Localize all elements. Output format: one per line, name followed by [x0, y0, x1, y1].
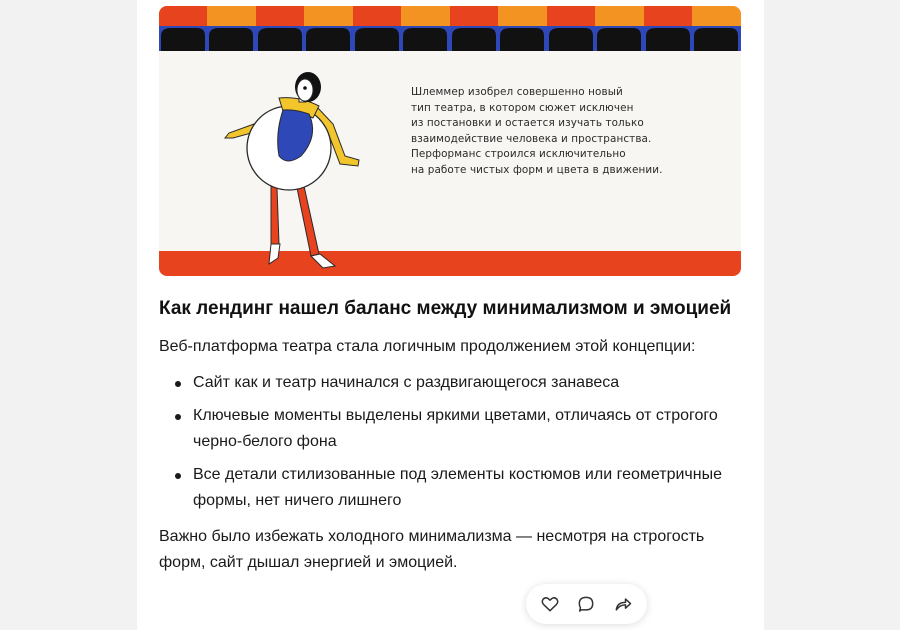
- list-item: Сайт как и театр начинался с раздвигающегося занавеса: [159, 370, 749, 396]
- banner-caption-line: Перформанс строился исключительно: [411, 148, 626, 161]
- comment-button[interactable]: [572, 590, 600, 618]
- intro-paragraph: Веб-платформа театра стала логичным продолжением этой концепции:: [159, 338, 696, 355]
- bullet-list: [159, 370, 749, 514]
- list-item: Все детали стилизованные под элементы костюмов или геометричные формы, нет ничего лишнего: [159, 462, 749, 514]
- share-button[interactable]: [609, 590, 637, 618]
- article-banner-illustration: [159, 6, 741, 276]
- banner-caption-line: Шлеммер изобрел совершенно новый: [411, 86, 623, 98]
- banner-caption-line: на работе чистых форм и цвета в движении.: [411, 163, 663, 176]
- article-body: [159, 294, 749, 576]
- banner-caption-line: тип театра, в котором сюжет исключен: [411, 101, 634, 114]
- share-icon: [613, 594, 633, 614]
- outro-paragraph: Важно было избежать холодного минимализма — несмотря на строгость форм, сайт дышал энергией и эмоцией.: [159, 528, 705, 571]
- list-item: Ключевые моменты выделены яркими цветами, отличаясь от строгого черно-белого фона: [159, 403, 749, 455]
- like-button[interactable]: [536, 590, 564, 618]
- banner-caption-line: взаимодействие человека и пространства.: [411, 132, 652, 145]
- floating-action-bar: [526, 584, 647, 624]
- banner-caption: [411, 85, 711, 179]
- section-heading: Как лендинг нашел баланс между минимализмом и эмоцией: [159, 298, 732, 319]
- article-page: [137, 0, 764, 630]
- comment-icon: [576, 594, 596, 614]
- banner-caption-line: из постановки и остается изучать только: [411, 117, 644, 130]
- heart-icon: [540, 594, 560, 614]
